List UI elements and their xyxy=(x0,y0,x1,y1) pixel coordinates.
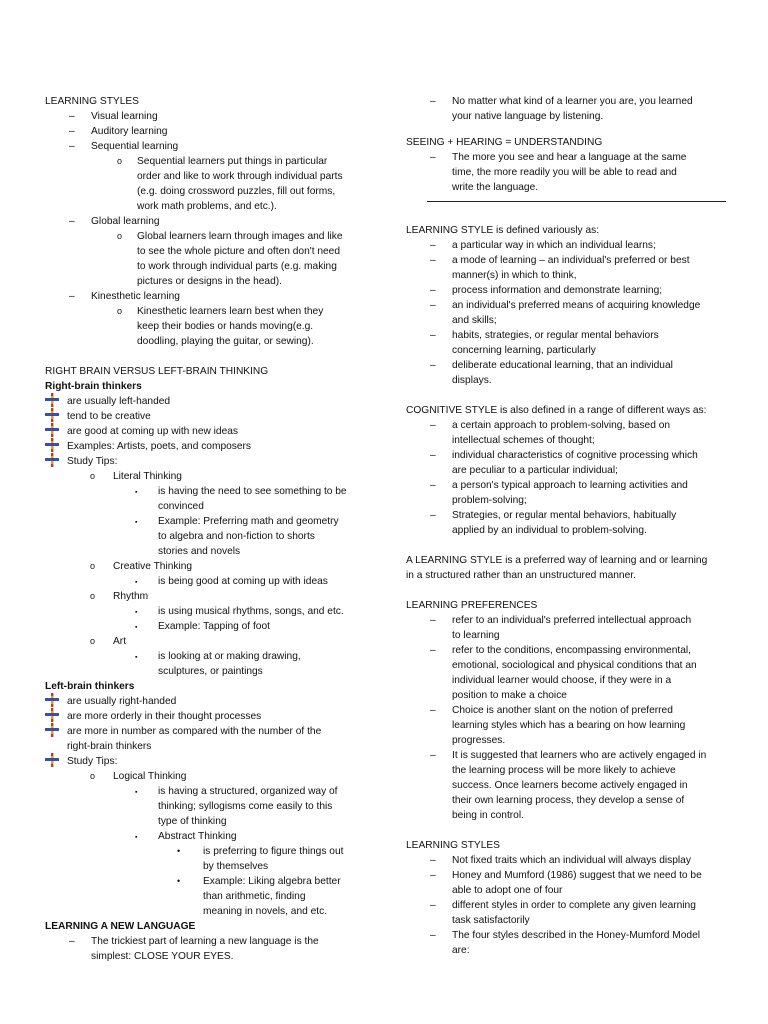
detail-item-text: is having a structured, organized way of xyxy=(158,786,338,797)
deep-item xyxy=(45,844,375,859)
sub-item xyxy=(45,589,375,604)
circle-bullet: o xyxy=(117,156,123,166)
dash-bullet: – xyxy=(430,855,436,866)
section-title xyxy=(45,364,375,379)
list-item xyxy=(406,493,731,508)
detail-item-text: to algebra and non-fiction to shorts xyxy=(158,531,315,542)
list-item-text: individual characteristics of cognitive processing which xyxy=(452,450,698,461)
list-item xyxy=(406,373,731,388)
detail-item xyxy=(45,574,375,589)
list-item xyxy=(406,928,731,943)
section-title-text: RIGHT BRAIN VERSUS LEFT-BRAIN THINKING xyxy=(45,366,269,377)
list-item xyxy=(45,454,375,469)
list-item-text: task satisfactorily xyxy=(452,915,530,926)
list-item-text: Not fixed traits which an individual will always display xyxy=(452,855,691,866)
list-item-text: able to adopt one of four xyxy=(452,885,563,896)
sub-item xyxy=(45,469,375,484)
spacer xyxy=(406,583,731,598)
detail-item xyxy=(45,619,375,634)
dash-bullet: – xyxy=(430,930,436,941)
sub-item xyxy=(45,559,375,574)
list-item-text: position to make a choice xyxy=(452,690,567,701)
list-item xyxy=(406,733,731,748)
detail-item xyxy=(45,799,375,814)
list-item-text: refer to the conditions, encompassing environmental, xyxy=(452,645,691,656)
section-title-text: LEARNING A NEW LANGUAGE xyxy=(45,921,196,932)
divider xyxy=(427,201,726,202)
dash-bullet: – xyxy=(430,300,436,311)
list-item-text: Visual learning xyxy=(91,111,158,122)
list-item-text: write the language. xyxy=(452,182,539,193)
detail-item-text: Abstract Thinking xyxy=(158,831,237,842)
list-item-text: simplest: CLOSE YOUR EYES. xyxy=(91,951,234,962)
list-item xyxy=(45,754,375,769)
right-column xyxy=(406,94,731,958)
detail-item xyxy=(45,484,375,499)
dash-bullet: – xyxy=(430,255,436,266)
paragraph-line-text: in a structured rather than an unstructured manner. xyxy=(406,570,636,581)
section-title xyxy=(45,919,375,934)
list-item-text: right-brain thinkers xyxy=(67,741,152,752)
sub-item-text: doodling, playing the guitar, or sewing). xyxy=(137,336,314,347)
list-item xyxy=(406,180,731,195)
detail-item xyxy=(45,499,375,514)
detail-item xyxy=(45,529,375,544)
sub-item-text: Sequential learners put things in particular xyxy=(137,156,328,167)
deep-item-text: is preferring to figure things out xyxy=(203,846,344,857)
sub-item-text: Literal Thinking xyxy=(113,471,182,482)
list-item-text: learning styles which has a bearing on how learning xyxy=(452,720,686,731)
spacer xyxy=(406,212,731,223)
section-title-text: COGNITIVE STYLE is also defined in a range of different ways as: xyxy=(406,405,707,416)
section-title xyxy=(406,838,731,853)
detail-item xyxy=(45,664,375,679)
sub-item xyxy=(45,274,375,289)
list-item-text: The more you see and hear a language at the same xyxy=(452,152,687,163)
list-item xyxy=(406,253,731,268)
list-item xyxy=(406,778,731,793)
sub-heading xyxy=(45,679,375,694)
sub-item xyxy=(45,769,375,784)
list-item-text: are usually right-handed xyxy=(67,696,177,707)
list-item xyxy=(406,673,731,688)
sub-item xyxy=(45,184,375,199)
spacer xyxy=(45,349,375,364)
square-bullet: ▪ xyxy=(135,489,138,496)
list-item-text: No matter what kind of a learner you are, you learned xyxy=(452,96,693,107)
list-item-text: are more orderly in their thought processes xyxy=(67,711,262,722)
sub-item-text: Creative Thinking xyxy=(113,561,193,572)
dash-bullet: – xyxy=(430,870,436,881)
list-item-text: intellectual schemes of thought; xyxy=(452,435,595,446)
deep-item xyxy=(45,874,375,889)
sub-item xyxy=(45,199,375,214)
dash-bullet: – xyxy=(430,705,436,716)
detail-item-text: sculptures, or paintings xyxy=(158,666,263,677)
list-item-text: progresses. xyxy=(452,735,506,746)
list-item xyxy=(406,808,731,823)
detail-item xyxy=(45,784,375,799)
list-item xyxy=(406,943,731,958)
list-item xyxy=(406,628,731,643)
list-item-text: Kinesthetic learning xyxy=(91,291,180,302)
deep-item xyxy=(45,889,375,904)
sub-item-text: keep their bodies or hands moving(e.g. xyxy=(137,321,314,332)
detail-item xyxy=(45,814,375,829)
list-item-text: Global learning xyxy=(91,216,160,227)
list-item-text: process information and demonstrate learning; xyxy=(452,285,663,296)
square-bullet: ▪ xyxy=(135,609,138,616)
list-item xyxy=(406,523,731,538)
list-item xyxy=(406,703,731,718)
list-item-text: their own learning process, they develop a sense of xyxy=(452,795,685,806)
list-item xyxy=(45,409,375,424)
list-item xyxy=(406,793,731,808)
sub-item xyxy=(45,334,375,349)
list-item-text: are more in number as compared with the number of the xyxy=(67,726,322,737)
spacer xyxy=(406,388,731,403)
circle-bullet: o xyxy=(117,306,123,316)
list-item-text: concerning learning, particularly xyxy=(452,345,596,356)
list-item-text: are: xyxy=(452,945,470,956)
list-item-text: Study Tips: xyxy=(67,756,118,767)
list-item xyxy=(406,343,731,358)
list-item xyxy=(406,109,731,124)
list-item-text: and skills; xyxy=(452,315,497,326)
spacer xyxy=(406,823,731,838)
round-bullet: • xyxy=(177,846,181,856)
list-item xyxy=(45,949,375,964)
list-item xyxy=(406,748,731,763)
deep-item-text: meaning in novels, and etc. xyxy=(203,906,328,917)
list-item xyxy=(45,214,375,229)
sub-item-text: Rhythm xyxy=(113,591,149,602)
list-item-text: are usually left-handed xyxy=(67,396,171,407)
list-item xyxy=(45,724,375,739)
spacer xyxy=(406,124,731,135)
list-item-text: a particular way in which an individual learns; xyxy=(452,240,656,251)
list-item-text: to learning xyxy=(452,630,500,641)
list-item xyxy=(45,424,375,439)
deep-item-text: Example: Liking algebra better xyxy=(203,876,341,887)
sub-item xyxy=(45,634,375,649)
square-bullet: ▪ xyxy=(135,789,138,796)
left-column xyxy=(45,94,375,964)
sub-item xyxy=(45,319,375,334)
dash-bullet: – xyxy=(430,750,436,761)
list-item-text: displays. xyxy=(452,375,492,386)
list-item-text: Examples: Artists, poets, and composers xyxy=(67,441,252,452)
detail-item xyxy=(45,544,375,559)
list-item-text: a mode of learning – an individual's preferred or best xyxy=(452,255,690,266)
list-item xyxy=(406,658,731,673)
list-item xyxy=(406,883,731,898)
list-item xyxy=(45,739,375,754)
square-bullet: ▪ xyxy=(135,654,138,661)
dash-bullet: – xyxy=(69,111,75,122)
paragraph-line-text: A LEARNING STYLE is a preferred way of learning and or learning xyxy=(406,555,708,566)
square-bullet: ▪ xyxy=(135,519,138,526)
sub-item-text: Art xyxy=(113,636,127,647)
sub-item xyxy=(45,229,375,244)
sub-item xyxy=(45,304,375,319)
square-bullet: ▪ xyxy=(135,579,138,586)
detail-item xyxy=(45,829,375,844)
dash-bullet: – xyxy=(430,285,436,296)
section-title xyxy=(45,94,375,109)
section-title xyxy=(406,598,731,613)
detail-item-text: is using musical rhythms, songs, and etc. xyxy=(158,606,344,617)
section-title-text: LEARNING STYLES xyxy=(406,840,500,851)
section-title-text: LEARNING STYLE is defined variously as: xyxy=(406,225,600,236)
section-title xyxy=(406,135,731,150)
list-item xyxy=(406,688,731,703)
detail-item xyxy=(45,514,375,529)
list-item xyxy=(406,283,731,298)
detail-item xyxy=(45,649,375,664)
list-item-text: problem-solving; xyxy=(452,495,527,506)
list-item xyxy=(45,694,375,709)
deep-item xyxy=(45,859,375,874)
list-item-text: are peculiar to a particular individual; xyxy=(452,465,618,476)
paragraph-line xyxy=(406,553,731,568)
list-item xyxy=(406,358,731,373)
detail-item-text: is having the need to see something to be xyxy=(158,486,347,497)
list-item xyxy=(406,478,731,493)
list-item-text: Strategies, or regular mental behaviors, habitually xyxy=(452,510,677,521)
list-item-text: The trickiest part of learning a new language is the xyxy=(91,936,319,947)
list-item-text: a certain approach to problem-solving, based on xyxy=(452,420,671,431)
dash-bullet: – xyxy=(430,900,436,911)
list-item xyxy=(406,238,731,253)
list-item-text: manner(s) in which to think, xyxy=(452,270,577,281)
sub-heading xyxy=(45,379,375,394)
circle-bullet: o xyxy=(117,231,123,241)
list-item-text: individual learner would choose, if they were in a xyxy=(452,675,672,686)
sub-item-text: order and like to work through individual parts xyxy=(137,171,343,182)
dash-bullet: – xyxy=(430,360,436,371)
list-item xyxy=(406,913,731,928)
list-item xyxy=(45,934,375,949)
detail-item xyxy=(45,604,375,619)
list-item-text: are good at coming up with new ideas xyxy=(67,426,239,437)
sub-item xyxy=(45,244,375,259)
list-item xyxy=(45,439,375,454)
list-item xyxy=(406,298,731,313)
dash-bullet: – xyxy=(430,330,436,341)
list-item xyxy=(406,613,731,628)
square-bullet: ▪ xyxy=(135,624,138,631)
sub-item-text: (e.g. doing crossword puzzles, fill out forms, xyxy=(137,186,336,197)
list-item-text: Sequential learning xyxy=(91,141,179,152)
spacer xyxy=(406,538,731,553)
paragraph-line xyxy=(406,568,731,583)
list-item xyxy=(406,94,731,109)
list-item xyxy=(45,139,375,154)
list-item-text: your native language by listening. xyxy=(452,111,604,122)
list-item xyxy=(406,853,731,868)
list-item-text: Study Tips: xyxy=(67,456,118,467)
sub-item-text: Logical Thinking xyxy=(113,771,187,782)
dash-bullet: – xyxy=(430,645,436,656)
list-item xyxy=(406,718,731,733)
list-item-text: success. Once learners become actively engaged in xyxy=(452,780,688,791)
section-title xyxy=(406,403,731,418)
sub-item-text: to see the whole picture and often don't need xyxy=(137,246,341,257)
dash-bullet: – xyxy=(430,480,436,491)
circle-bullet: o xyxy=(90,471,96,481)
circle-bullet: o xyxy=(90,561,96,571)
detail-item-text: thinking; syllogisms come easily to this xyxy=(158,801,333,812)
detail-item-text: convinced xyxy=(158,501,204,512)
list-item xyxy=(406,313,731,328)
list-item-text: Choice is another slant on the notion of preferred xyxy=(452,705,673,716)
dash-bullet: – xyxy=(69,126,75,137)
list-item-text: Auditory learning xyxy=(91,126,168,137)
round-bullet: • xyxy=(177,876,181,886)
sub-item-text: work math problems, and etc.). xyxy=(137,201,277,212)
list-item-text: Honey and Mumford (1986) suggest that we need to be xyxy=(452,870,702,881)
list-item xyxy=(406,763,731,778)
detail-item-text: type of thinking xyxy=(158,816,227,827)
list-item xyxy=(45,289,375,304)
detail-item-text: stories and novels xyxy=(158,546,241,557)
list-item-text: deliberate educational learning, that an individual xyxy=(452,360,673,371)
dash-bullet: – xyxy=(430,240,436,251)
square-bullet: ▪ xyxy=(135,834,138,841)
list-item-text: habits, strategies, or regular mental behaviors xyxy=(452,330,659,341)
sub-item-text: Global learners learn through images and like xyxy=(137,231,343,242)
list-item xyxy=(406,448,731,463)
list-item xyxy=(406,463,731,478)
detail-item-text: is being good at coming up with ideas xyxy=(158,576,328,587)
sub-item-text: to work through individual parts (e.g. making xyxy=(137,261,337,272)
list-item xyxy=(406,433,731,448)
section-title-text: SEEING + HEARING = UNDERSTANDING xyxy=(406,137,603,148)
list-item xyxy=(406,418,731,433)
sub-item xyxy=(45,259,375,274)
dash-bullet: – xyxy=(69,936,75,947)
deep-item-text: by themselves xyxy=(203,861,269,872)
sub-item xyxy=(45,169,375,184)
detail-item-text: Example: Tapping of foot xyxy=(158,621,270,632)
list-item xyxy=(406,898,731,913)
list-item-text: being in control. xyxy=(452,810,524,821)
list-item xyxy=(45,124,375,139)
dash-bullet: – xyxy=(430,152,436,163)
list-item-text: tend to be creative xyxy=(67,411,151,422)
sub-item xyxy=(45,154,375,169)
detail-item-text: is looking at or making drawing, xyxy=(158,651,301,662)
list-item xyxy=(406,328,731,343)
list-item-text: an individual's preferred means of acquiring knowledge xyxy=(452,300,701,311)
list-item-text: the learning process will be more likely to achieve xyxy=(452,765,676,776)
list-item-text: refer to an individual's preferred intellectual approach xyxy=(452,615,692,626)
list-item xyxy=(45,109,375,124)
circle-bullet: o xyxy=(90,636,96,646)
dash-bullet: – xyxy=(430,96,436,107)
list-item-text: It is suggested that learners who are actively engaged in xyxy=(452,750,707,761)
sub-item-text: pictures or designs in the head). xyxy=(137,276,282,287)
list-item xyxy=(406,165,731,180)
list-item-text: applied by an individual to problem-solving. xyxy=(452,525,647,536)
dash-bullet: – xyxy=(69,141,75,152)
list-item-text: different styles in order to complete any given learning xyxy=(452,900,696,911)
sub-heading-text: Left-brain thinkers xyxy=(45,681,135,692)
list-item xyxy=(45,394,375,409)
detail-item-text: Example: Preferring math and geometry xyxy=(158,516,339,527)
dash-bullet: – xyxy=(69,291,75,302)
section-title-text: LEARNING PREFERENCES xyxy=(406,600,538,611)
list-item xyxy=(406,868,731,883)
list-item-text: time, the more readily you will be able to read and xyxy=(452,167,677,178)
dash-bullet: – xyxy=(69,216,75,227)
sub-heading-text: Right-brain thinkers xyxy=(45,381,142,392)
list-item-text: The four styles described in the Honey-Mumford Model xyxy=(452,930,701,941)
dash-bullet: – xyxy=(430,615,436,626)
list-item-text: emotional, sociological and physical conditions that an xyxy=(452,660,697,671)
section-title-text: LEARNING STYLES xyxy=(45,96,139,107)
list-item xyxy=(406,508,731,523)
list-item xyxy=(406,643,731,658)
dash-bullet: – xyxy=(430,450,436,461)
dash-bullet: – xyxy=(430,510,436,521)
dash-bullet: – xyxy=(430,420,436,431)
deep-item xyxy=(45,904,375,919)
circle-bullet: o xyxy=(90,591,96,601)
list-item-text: a person's typical approach to learning activities and xyxy=(452,480,688,491)
list-item xyxy=(406,150,731,165)
list-item xyxy=(406,268,731,283)
section-title xyxy=(406,223,731,238)
sub-item-text: Kinesthetic learners learn best when they xyxy=(137,306,324,317)
list-item xyxy=(45,709,375,724)
deep-item-text: than arithmetic, finding xyxy=(203,891,306,902)
circle-bullet: o xyxy=(90,771,96,781)
